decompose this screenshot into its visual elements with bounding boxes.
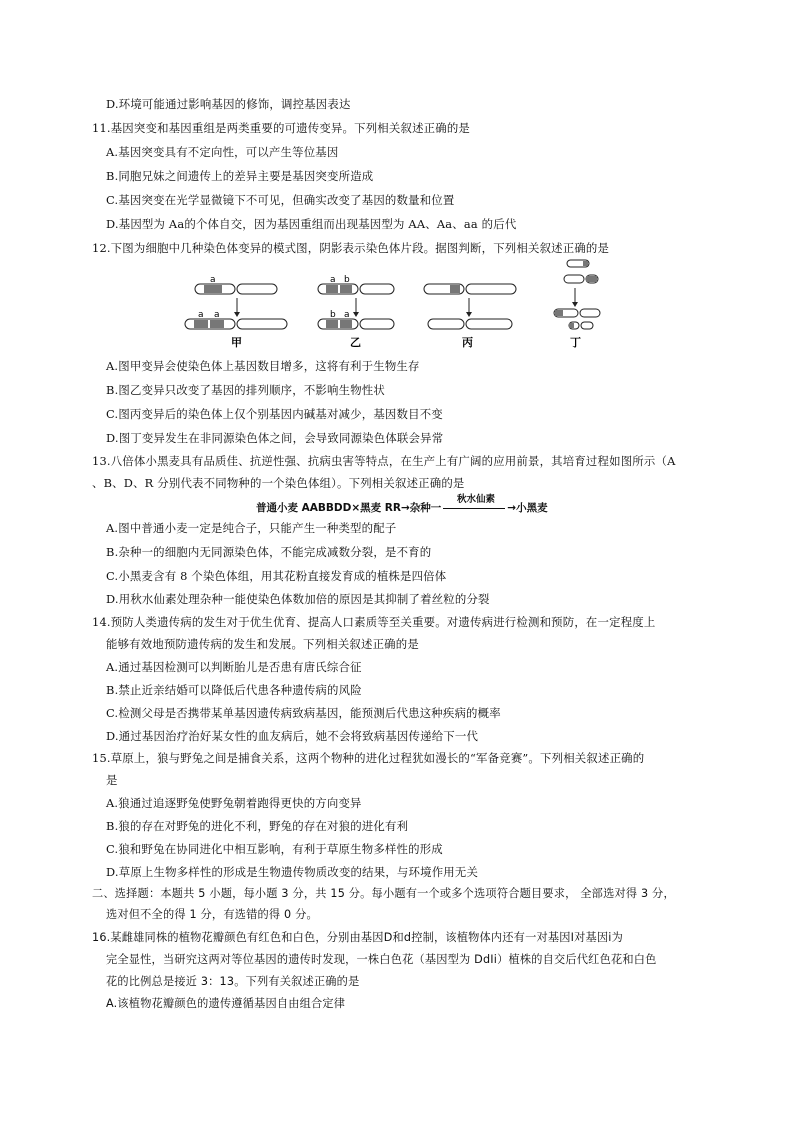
q12-option-a: A.图甲变异会使染色体上基因数目增多，这将有利于生物生存: [106, 359, 420, 373]
gene-b-label: b: [330, 310, 336, 320]
q13-stem-cont: 、B、D、R 分别代表不同物种的一个染色体组）。下列相关叙述正确的是: [92, 476, 465, 490]
panel-ding: [554, 260, 600, 348]
q16-stem-cont2: 花的比例总是接近 3：13。下列有关叙述正确的是: [106, 975, 360, 988]
section-2-heading: 二、选择题：本题共 5 小题，每小题 3 分，共 15 分。每小题有一个或多个选项符合题目要求， 全部选对得 3 分，: [92, 887, 675, 900]
q14-option-d: D.通过基因治疗治好某女性的血友病后，她不会将致病基因传递给下一代: [106, 729, 479, 743]
q13-option-a: A.图中普通小麦一定是纯合子，只能产生一种类型的配子: [106, 521, 397, 535]
panel-jia: [185, 275, 287, 348]
label-yi: 乙: [350, 336, 361, 348]
q11-stem: 11.基因突变和基因重组是两类重要的可遗传变异。下列相关叙述正确的是: [92, 121, 471, 135]
gene-a-label: a: [214, 310, 220, 320]
label-ding: 丁: [570, 336, 581, 348]
q11-option-d: D.基因型为 Aa的个体自交，因为基因重组而出现基因型为 AA、Aa、aa 的后代: [106, 217, 517, 231]
q12-option-d: D.图丁变异发生在非同源染色体之间，会导致同源染色体联会异常: [106, 431, 444, 445]
q11-option-a: A.基因突变具有不定向性，可以产生等位基因: [106, 145, 339, 159]
q14-option-b: B.禁止近亲结婚可以降低后代患各种遗传病的风险: [106, 683, 362, 697]
q12-option-b: B.图乙变异只改变了基因的排列顺序，不影响生物性状: [106, 383, 385, 397]
q15-stem: 15.草原上，狼与野兔之间是捕食关系，这两个物种的进化过程犹如漫长的“军备竞赛”。下列相关叙述正确的: [92, 751, 645, 765]
flow-arrow-line: [443, 508, 505, 509]
q13-option-d: D.用秋水仙素处理杂种一能使染色体数加倍的原因是其抑制了着丝粒的分裂: [106, 592, 490, 606]
gene-b-label: b: [344, 275, 350, 285]
colchicine-label: 秋水仙素: [457, 494, 496, 505]
q16-stem-cont1: 完全显性，当研究这两对等位基因的遗传时发现，一株白色花（基因型为 DdIi）植株的自交后代红色花和白色: [106, 953, 657, 966]
q15-option-c: C.狼和野兔在协同进化中相互影响，有利于草原生物多样性的形成: [106, 842, 443, 856]
q13-option-b: B.杂种一的细胞内无同源染色体，不能完成减数分裂，是不育的: [106, 545, 432, 559]
q14-stem-cont: 能够有效地预防遗传病的发生和发展。下列相关叙述正确的是: [106, 637, 419, 651]
q13-option-c: C.小黑麦含有 8 个染色体组，用其花粉直接发育成的植株是四倍体: [106, 569, 447, 583]
flow-text: 普通小麦 AABBDD×黑麦 RR→杂种一: [256, 502, 442, 514]
chromosome-variation-figure: [180, 258, 620, 348]
q14-stem: 14.预防人类遗传病的发生对于优生优育、提高人口素质等至关重要。对遗传病进行检测和预防，在一定程度上: [92, 615, 656, 629]
q11-option-c: C.基因突变在光学显微镜下不可见，但确实改变了基因的数量和位置: [106, 193, 455, 207]
q14-option-a: A.通过基因检测可以判断胎儿是否患有唐氏综合征: [106, 660, 362, 674]
q16-stem: 16.某雌雄同株的植物花瓣颜色有红色和白色，分别由基因D和d控制，该植物体内还有一对基因Ⅰ对基因i为: [92, 931, 623, 944]
q14-option-c: C.检测父母是否携带某单基因遗传病致病基因，能预测后代患这种疾病的概率: [106, 706, 501, 720]
label-bing: 丙: [462, 336, 473, 348]
q16-option-a: A.该植物花瓣颜色的遗传遵循基因自由组合定律: [106, 997, 346, 1010]
q12-option-c: C.图丙变异后的染色体上仅个别基因内碱基对减少，基因数目不变: [106, 407, 443, 421]
panel-yi: [318, 275, 394, 348]
q13-stem: 13.八倍体小黑麦具有品质佳、抗逆性强、抗病虫害等特点，在生产上有广阔的应用前景，其培育过程如图所示（A: [92, 454, 676, 468]
q15-option-b: B.狼的存在对野兔的进化不利，野兔的存在对狼的进化有利: [106, 819, 409, 833]
flow-result: →小黑麦: [507, 502, 548, 514]
section-2-heading-cont: 选对但不全的得 1 分，有选错的得 0 分。: [106, 908, 318, 921]
q15-stem-cont: 是: [106, 773, 118, 787]
q12-stem: 12.下图为细胞中几种染色体变异的模式图，阴影表示染色体片段。据图判断，下列相关叙述正确的是: [92, 241, 610, 255]
q15-option-d: D.草原上生物多样性的形成是生物遗传物质改变的结果，与环境作用无关: [106, 865, 479, 879]
q15-option-a: A.狼通过追逐野兔使野兔朝着跑得更快的方向变异: [106, 796, 362, 810]
label-jia: 甲: [231, 336, 242, 348]
breeding-flow: [256, 500, 548, 515]
gene-a-label: a: [210, 275, 216, 285]
q11-option-b: B.同胞兄妹之间遗传上的差异主要是基因突变所造成: [106, 169, 374, 183]
q10-option-d: D.环境可能通过影响基因的修饰，调控基因表达: [106, 97, 351, 111]
gene-a-label: a: [344, 310, 350, 320]
gene-a-label: a: [330, 275, 336, 285]
gene-a-label: a: [198, 310, 204, 320]
panel-bing: [424, 284, 516, 348]
